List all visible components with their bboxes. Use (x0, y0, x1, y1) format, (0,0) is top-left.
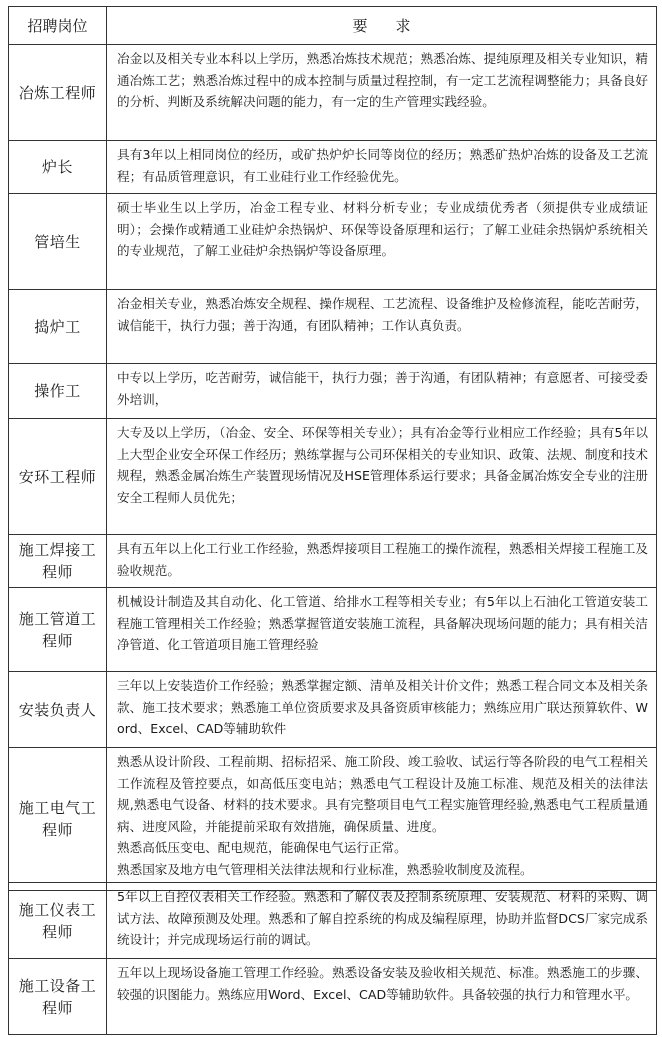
table-row (9, 141, 657, 194)
requirement-text: 大专及以上学历，（冶金、安全、环保等相关专业）；具有冶金等行业相应工作经验；具有5年以上大型企业安全环保工作经历；熟练掌握与公司环保相关的专业知识、政策、法规、制度和技术规程，熟悉金属冶炼生产装置现场情况及HSE管理体系运行要求；具备金属冶炼安全专业的注册安全工程师人员优先； (117, 425, 648, 505)
position-cell: 施工管道工程师 (9, 588, 107, 672)
requirement-text: 熟悉从设计阶段、工程前期、招标招采、施工阶段、竣工验收、试运行等各阶段的电气工程相关工作流程及管控要点，如高低压变电站；熟悉电气工程设计及施工标准、规范及相关的法律法规,熟悉电气设备、材料的技术要求。具有完整项目电气工程实施管理经验,熟悉电气工程质量通病、进度风险，并能提前采取有效措施，确保质量、进度。 (117, 754, 648, 834)
header-position: 招聘岗位 (9, 7, 107, 45)
position-cell: 施工焊接工程师 (9, 535, 107, 588)
requirements-cell (107, 959, 657, 1035)
table-row (9, 419, 657, 535)
table-row (9, 45, 657, 141)
recruitment-table (8, 6, 657, 891)
requirement-text: 熟悉国家及地方电气管理相关法律法规和行业标准，熟悉验收制度及流程。 (117, 861, 533, 877)
requirement-text: 硕士毕业生以上学历，冶金工程专业、材料分析专业；专业成绩优秀者（须提供专业成绩证明）；会操作或精通工业硅炉余热锅炉、环保等设备原理和运行；了解工业硅余热锅炉系统相关的专业规范，了解工业硅炉余热锅炉等设备原理。 (117, 200, 648, 258)
requirement-text: 中专以上学历，吃苦耐劳，诚信能干，执行力强；善于沟通，有团队精神；有意愿者、可接受委外培训， (117, 370, 648, 407)
requirement-text: 冶金相关专业，熟悉冶炼安全规程、操作规程、工艺流程、设备维护及检修流程，能吃苦耐劳，诚信能干，执行力强；善于沟通，有团队精神；工作认真负责。 (117, 296, 648, 333)
table-row (9, 588, 657, 672)
requirements-cell (107, 141, 657, 194)
requirements-cell (107, 419, 657, 535)
table-row (9, 883, 657, 959)
requirement-text: 冶金以及相关专业本科以上学历，熟悉冶炼技术规范；熟悉冶炼、提纯原理及相关专业知识，精通冶炼工艺；熟悉冶炼过程中的成本控制与质量过程控制，有一定工艺流程调整能力；具备良好的分析、判断及系统解决问题的能力，有一定的生产管理实践经验。 (117, 51, 648, 109)
table-header-row (9, 7, 657, 45)
recruitment-table-continued (8, 882, 657, 1035)
requirement-text: 三年以上安装造价工作经验；熟悉掌握定额、清单及相关计价文件；熟悉工程合同文本及相关条款、施工技术要求；熟悉施工单位资质要求及具备资质审核能力；熟练应用广联达预算软件、Word、Excel、CAD等辅助软件 (117, 678, 648, 736)
requirement-text: 五年以上现场设备施工管理工作经验。熟悉设备安装及验收相关规范、标准。熟悉施工的步骤、较强的识图能力。熟练应用Word、Excel、CAD等辅助软件。具备较强的执行力和管理水平。 (117, 965, 648, 1002)
position-cell: 施工电气工程师 (9, 748, 107, 891)
position-cell: 管培生 (9, 194, 107, 290)
header-requirements: 要求 (107, 7, 657, 45)
requirements-cell (107, 45, 657, 141)
position-cell: 安环工程师 (9, 419, 107, 535)
requirements-cell (107, 588, 657, 672)
requirements-cell (107, 883, 657, 959)
position-cell: 操作工 (9, 364, 107, 419)
requirements-cell (107, 364, 657, 419)
table-row (9, 535, 657, 588)
requirement-text: 5年以上自控仪表相关工作经验。熟悉和了解仪表及控制系统原理、安装规范、材料的采购、调试方法、故障预测及处理。熟悉和了解自控系统的构成及编程原理，协助并监督DCS厂家完成系统设计；并完成现场运行前的调试。 (117, 889, 648, 947)
position-cell: 施工仪表工程师 (9, 883, 107, 959)
position-cell: 炉长 (9, 141, 107, 194)
requirements-cell (107, 748, 657, 891)
requirement-text: 机械设计制造及其自动化、化工管道、给排水工程等相关专业；有5年以上石油化工管道安装工程施工管理相关工作经验；熟悉掌握管道安装施工流程，具备解决现场问题的能力；具有相关洁净管道、化工管道项目施工管理经验 (117, 594, 648, 652)
table-row (9, 290, 657, 364)
requirement-text: 熟悉高低压变电、配电规范，能确保电气运行正常。 (117, 840, 407, 855)
table-row (9, 364, 657, 419)
requirements-cell (107, 672, 657, 748)
position-cell: 施工设备工程师 (9, 959, 107, 1035)
table-body-continued (9, 883, 657, 1035)
position-cell: 安装负责人 (9, 672, 107, 748)
table-row (9, 959, 657, 1035)
requirements-cell (107, 194, 657, 290)
position-cell: 冶炼工程师 (9, 45, 107, 141)
table-body (9, 45, 657, 891)
position-cell: 捣炉工 (9, 290, 107, 364)
table-row (9, 194, 657, 290)
table-row (9, 672, 657, 748)
requirements-cell (107, 290, 657, 364)
requirement-text: 具有3年以上相同岗位的经历，或矿热炉炉长同等岗位的经历；熟悉矿热炉冶炼的设备及工艺流程；有品质管理意识，有工业硅行业工作经验优先。 (117, 147, 648, 184)
table-row (9, 748, 657, 891)
requirement-text: 具有五年以上化工行业工作经验，熟悉焊接项目工程施工的操作流程，熟悉相关焊接工程施工及验收规范。 (117, 541, 648, 578)
requirements-cell (107, 535, 657, 588)
